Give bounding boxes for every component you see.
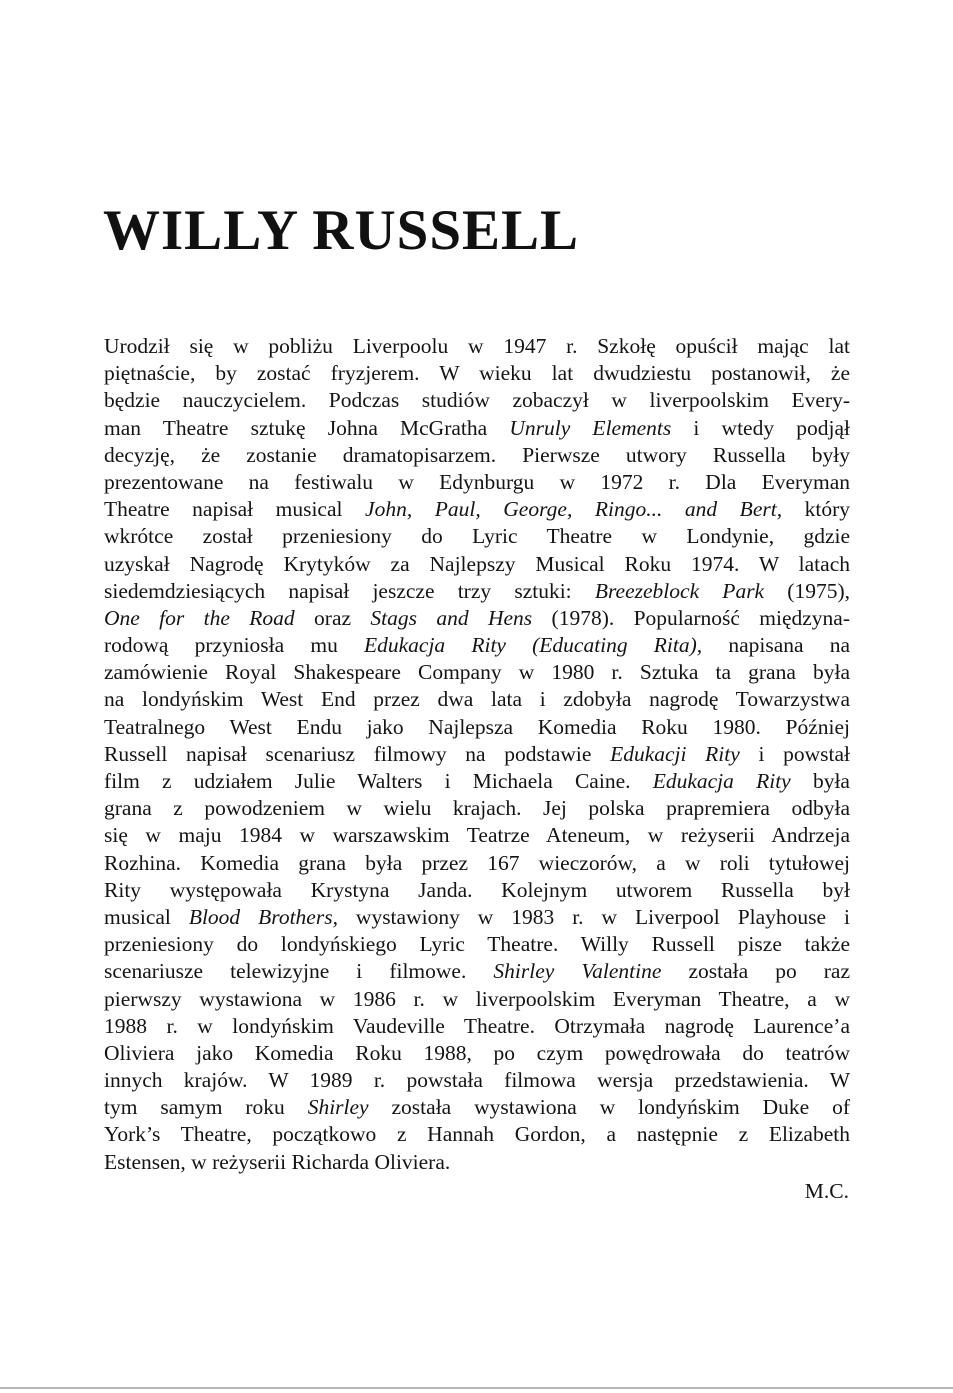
italic-title-text: Blood Brothers, [188,904,338,929]
text-line [104,1094,850,1121]
text-segment: przeniesiony do londyńskiego Lyric Theatre. Willy Russell pisze także [104,932,850,957]
text-line [104,1013,850,1040]
text-line [104,822,850,849]
text-line [104,578,850,605]
text-segment: się w maju 1984 w warszawskim Teatrze Ateneum, w reżyserii Andrzeja [104,823,850,848]
italic-title-text: Breezeblock Park [594,578,765,603]
text-line [104,523,850,550]
author-initials: M.C. [804,1179,849,1203]
italic-title-text: Shirley Valentine [493,959,662,984]
biography-text [104,333,850,1176]
text-segment: będzie nauczycielem. Podczas studiów zobaczył w liverpoolskim Every- [104,388,850,413]
text-line [104,442,850,469]
text-segment: York’s Theatre, początkowo z Hannah Gordon, a następnie z Elizabeth [104,1122,850,1147]
text-line [104,1067,850,1094]
text-segment: i powstał [739,741,851,766]
italic-title-text: Unruly Elements [509,415,672,440]
text-line [104,958,850,985]
text-segment: prezentowane na festiwalu w Edynburgu w 1972 r. Dla Everyman [104,469,850,494]
italic-title-text: John, Paul, George, Ringo... and Bert, [365,497,783,522]
italic-title-text: Edukacji Rity [610,741,740,766]
text-segment: zamówienie Royal Shakespeare Company w 1980 r. Sztuka ta grana była [104,660,850,685]
text-line [104,496,850,523]
page-edge-line [0,1387,953,1389]
text-line [104,850,850,877]
text-line [104,795,850,822]
page-title: WILLY RUSSELL [103,199,580,262]
text-segment: Russell napisał scenariusz filmowy na podstawie [104,741,611,766]
text-segment: rodową przyniosła mu [104,633,364,658]
text-segment: Rozhina. Komedia grana była przez 167 wieczorów, a w roli tytułowej [104,850,850,875]
text-line [104,986,850,1013]
text-segment: scenariusze telewizyjne i filmowe. [104,959,494,984]
text-segment: została po raz [661,959,851,984]
text-line [104,551,850,578]
text-segment: (1975), [764,578,850,603]
italic-title-text: One for the Road [104,605,295,630]
text-segment: pierwszy wystawiona w 1986 r. w liverpoolskim Everyman Theatre, a w [104,986,850,1011]
text-segment: została wystawiona w londyńskim Duke of [368,1095,851,1120]
text-segment: i wtedy podjął [671,415,851,440]
text-line [104,877,850,904]
text-segment: piętnaście, by zostać fryzjerem. W wieku lat dwudziestu postanowił, że [104,361,850,386]
text-segment: napisana na [702,633,850,658]
text-segment: siedemdziesiących napisał jeszcze trzy sztuki: [104,578,595,603]
text-segment: tym samym roku [104,1095,308,1120]
text-segment: na londyńskim West End przez dwa lata i zdobyła nagrodę Towarzystwa [104,687,850,712]
text-line [104,387,850,414]
text-line [104,931,850,958]
text-segment: Rity występowała Krystyna Janda. Kolejnym utworem Russella był [104,877,850,902]
text-segment: Urodził się w pobliżu Liverpoolu w 1947 r. Szkołę opuścił mając lat [104,334,850,358]
text-segment: wkrótce został przeniesiony do Lyric Theatre w Londynie, gdzie [104,524,850,549]
text-segment: była [790,769,850,793]
text-line [104,632,850,659]
text-segment: Estensen, w reżyserii Richarda Oliviera. [104,1149,451,1174]
text-line [104,1149,850,1176]
text-line [104,469,850,496]
italic-title-text: Shirley [307,1095,369,1120]
text-segment: uzyskał Nagrodę Krytyków za Najlepszy Musical Roku 1974. W latach [104,551,850,576]
text-segment: (1978). Popularność międzyna- [532,605,850,630]
italic-title-text: Edukacja Rity (Educating Rita), [363,633,703,658]
text-segment: Teatralnego West Endu jako Najlepsza Komedia Roku 1980. Później [104,714,850,739]
text-line [104,333,850,360]
text-line [104,714,850,741]
text-segment: Oliviera jako Komedia Roku 1988, po czym powędrowała do teatrów [104,1040,850,1065]
text-segment: decyzję, że zostanie dramatopisarzem. Pierwsze utwory Russella były [104,442,850,467]
text-line [104,659,850,686]
text-segment: film z udziałem Julie Walters i Michaela Caine. [104,769,653,793]
italic-title-text: Stags and Hens [370,605,533,630]
text-segment: man Theatre sztukę Johna McGratha [104,415,510,440]
text-segment: innych krajów. W 1989 r. powstała filmowa wersja przedstawienia. W [104,1068,850,1093]
text-line [104,768,850,795]
text-line [104,605,850,632]
text-segment: oraz [294,605,371,630]
text-line [104,360,850,387]
text-segment: musical [104,904,189,929]
text-line [104,1121,850,1148]
text-line [104,741,850,768]
text-line [104,686,850,713]
text-segment: 1988 r. w londyńskim Vaudeville Theatre. Otrzymała nagrodę Laurence’a [104,1013,850,1038]
italic-title-text: Edukacja Rity [652,769,791,793]
text-segment: wystawiony w 1983 r. w Liverpool Playhouse i [337,904,851,929]
text-line [104,415,850,442]
text-segment: Theatre napisał musical [104,497,366,522]
text-line [104,904,850,931]
text-segment: który [782,497,851,522]
text-line [104,1040,850,1067]
text-segment: grana z powodzeniem w wielu krajach. Jej polska prapremiera odbyła [104,796,850,821]
